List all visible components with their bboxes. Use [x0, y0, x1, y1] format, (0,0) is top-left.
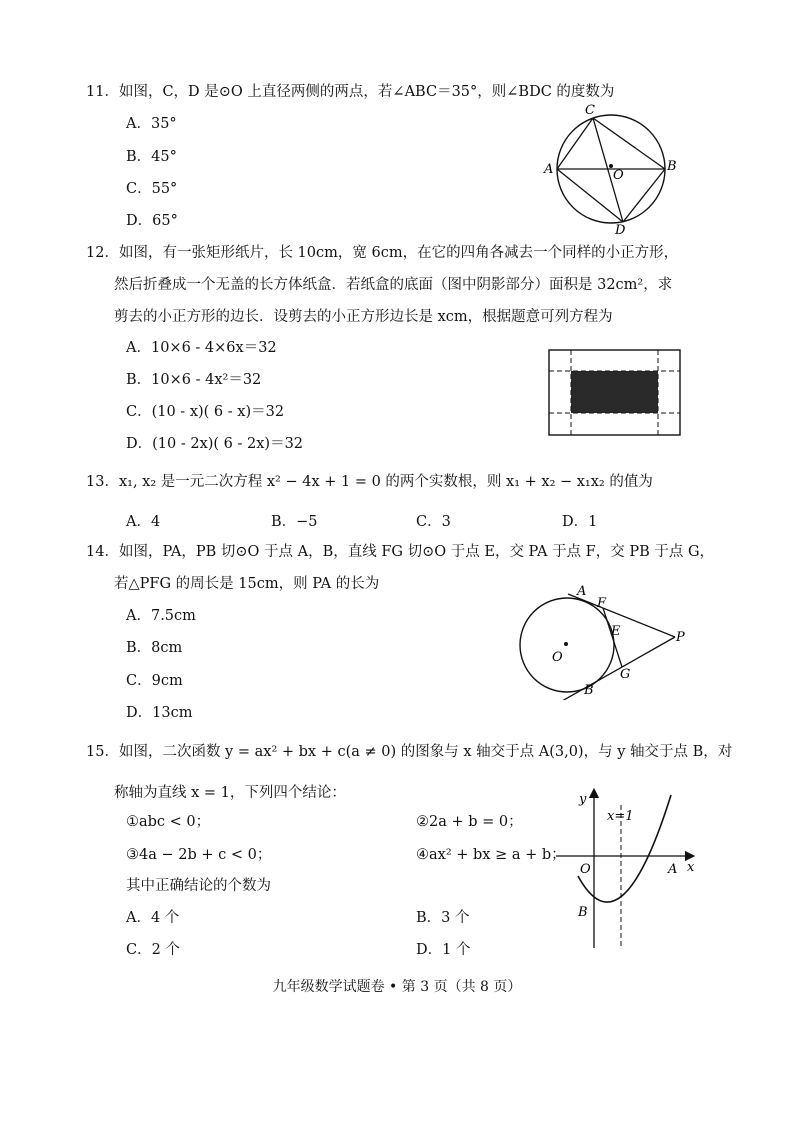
q13-option-b: B．−5: [271, 514, 318, 530]
q15-option-a: A．4 个: [126, 910, 180, 926]
q14-label-f: F: [597, 596, 607, 611]
q15-parabola-figure: [550, 785, 705, 955]
q11-label-a: A: [544, 162, 554, 177]
q15-conclusion-3: ③4a − 2b + c < 0；: [126, 847, 272, 863]
q12-line-1: 12．如图，有一张矩形纸片，长 10cm，宽 6cm，在它的四角各减去一个同样的小正方形，: [86, 245, 679, 261]
q15-conclusion-2: ②2a + b = 0；: [416, 814, 523, 830]
q15-option-d: D．1 个: [416, 942, 471, 958]
q11-label-o: O: [613, 168, 624, 183]
q11-chord-ac: [557, 118, 593, 169]
q14-tangent-pa: [568, 594, 675, 637]
q14-label-b: B: [584, 683, 594, 698]
q11-stem: 11．如图，C，D 是⊙O 上直径两侧的两点，若∠ABC＝35°，则∠BDC 的度数为: [86, 84, 615, 100]
q14-label-o: O: [552, 650, 563, 665]
q11-option-c: C．55°: [126, 181, 178, 197]
q11-circle-figure: [540, 100, 680, 240]
q15-option-b: B．3 个: [416, 910, 470, 926]
q15-option-c: C．2 个: [126, 942, 180, 958]
q14-tangent-figure: [510, 580, 695, 700]
q15-line-2: 称轴为直线 x = 1，下列四个结论：: [114, 785, 346, 801]
q15-label-y: y: [579, 792, 587, 807]
q11-label-b: B: [667, 159, 677, 174]
q14-option-d: D．13cm: [126, 705, 193, 721]
q15-label-x: x: [687, 860, 695, 875]
q13-stem: 13．x₁, x₂ 是一元二次方程 x² − 4x + 1 = 0 的两个实数根，则 x₁ + x₂ − x₁x₂ 的值为: [86, 474, 653, 490]
q11-label-c: C: [585, 103, 595, 118]
q12-shaded-base: [571, 371, 658, 413]
q14-option-b: B．8cm: [126, 640, 183, 656]
q15-label-axis: x=1: [607, 809, 634, 824]
q13-option-a: A．4: [126, 514, 161, 530]
q14-line-2: 若△PFG 的周长是 15cm，则 PA 的长为: [114, 576, 380, 592]
q11-option-d: D．65°: [126, 213, 178, 229]
q15-label-o: O: [580, 862, 591, 877]
q15-label-b: B: [578, 905, 588, 920]
q11-chord-cb: [593, 118, 665, 169]
q15-line-1: 15．如图，二次函数 y = ax² + bx + c(a ≠ 0) 的图象与 x 轴交于点 A(3,0)，与 y 轴交于点 B，对: [86, 744, 733, 760]
q14-label-e: E: [611, 624, 621, 639]
q12-line-2: 然后折叠成一个无盖的长方体纸盒．若纸盒的底面（图中阴影部分）面积是 32cm²，求: [114, 277, 673, 293]
q12-paper-figure: [548, 349, 682, 437]
q12-option-a: A．10×6 - 4×6x＝32: [126, 340, 277, 356]
q12-option-b: B．10×6 - 4x²＝32: [126, 372, 262, 388]
q15-prompt: 其中正确结论的个数为: [126, 878, 271, 894]
q14-option-c: C．9cm: [126, 673, 183, 689]
q14-center-dot: [564, 642, 568, 646]
q12-line-3: 剪去的小正方形的边长．设剪去的小正方形边长是 xcm，根据题意可列方程为: [114, 309, 613, 325]
q11-option-b: B．45°: [126, 149, 177, 165]
q13-option-c: C．3: [416, 514, 451, 530]
page-footer: 九年级数学试题卷 • 第 3 页（共 8 页）: [272, 979, 522, 995]
q14-option-a: A．7.5cm: [126, 608, 196, 624]
q11-label-d: D: [615, 223, 626, 238]
q11-option-a: A．35°: [126, 116, 177, 132]
q13-option-d: D．1: [562, 514, 598, 530]
q15-label-a: A: [668, 862, 678, 877]
q12-option-c: C．(10 - x)( 6 - x)＝32: [126, 404, 285, 420]
q12-option-d: D．(10 - 2x)( 6 - 2x)＝32: [126, 436, 304, 452]
q14-line-1: 14．如图，PA，PB 切⊙O 于点 A，B，直线 FG 切⊙O 于点 E，交 PA 于点 F，交 PB 于点 G，: [86, 544, 715, 560]
q14-label-p: P: [676, 630, 685, 645]
q15-conclusion-4: ④ax² + bx ≥ a + b；: [416, 847, 566, 863]
q14-label-g: G: [620, 667, 631, 682]
q14-label-a: A: [577, 584, 587, 599]
q15-conclusion-1: ①abc < 0；: [126, 814, 211, 830]
